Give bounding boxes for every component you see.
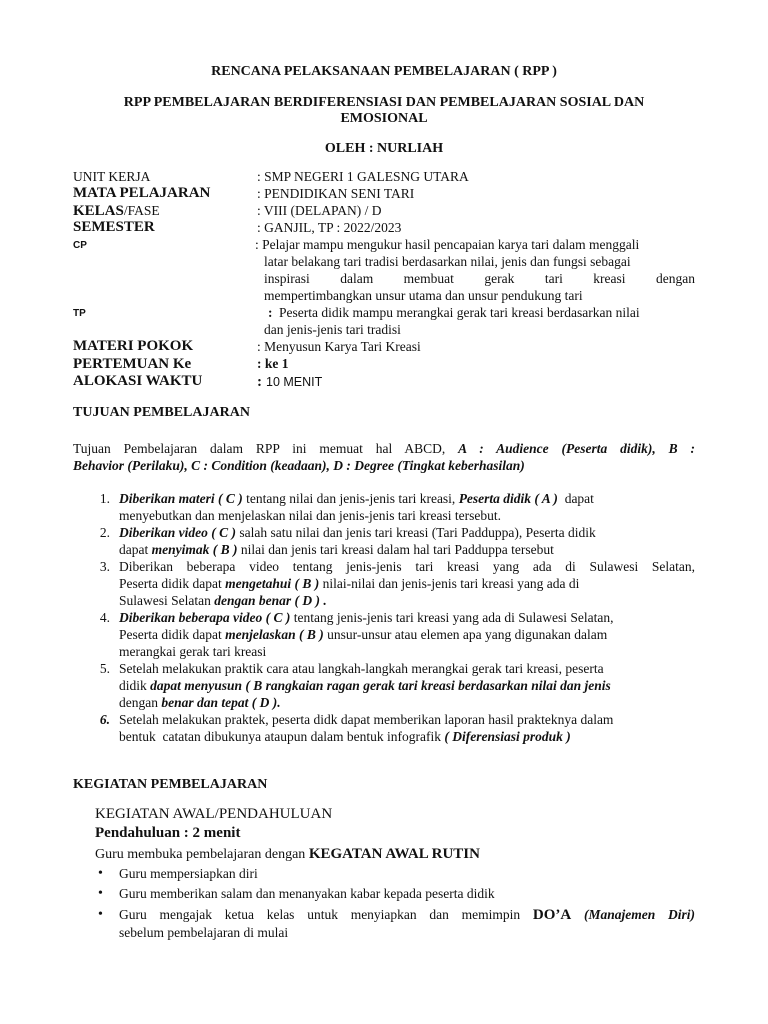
- opening-bold: KEGATAN AWAL RUTIN: [308, 846, 480, 862]
- item5-b: didik: [119, 678, 151, 693]
- item1-d: dapat: [557, 491, 594, 506]
- item3-e: Sulawesi Selatan: [119, 593, 215, 608]
- item2-e: nilai dan jenis tari kreasi dalam hal tari Padduppa tersebut: [237, 542, 554, 557]
- opening-plain: Guru membuka pembelajaran dengan: [95, 847, 309, 862]
- list-item-4-line1: [119, 610, 614, 626]
- bullet-icon: •: [98, 907, 103, 922]
- label-kelas-fase: [73, 202, 160, 220]
- item5-d: dengan: [119, 695, 162, 710]
- item-number: 5.: [99, 661, 110, 676]
- pendahuluan-label: Pendahuluan : 2 menit: [95, 825, 241, 841]
- bullet-item-2: Guru memberikan salam dan menanyakan kabar kepada peserta didik: [119, 886, 495, 901]
- alokasi-colon: :: [257, 374, 262, 390]
- item-number: 2.: [99, 525, 110, 540]
- list-item-3-line1: [119, 559, 695, 575]
- label-alokasi-waktu: ALOKASI WAKTU: [73, 373, 203, 389]
- item5-e: benar dan tepat ( D ).: [161, 695, 281, 710]
- value-alokasi-waktu: [257, 373, 322, 391]
- list-item-5-line3: [119, 695, 281, 711]
- label-materi-pokok: MATERI POKOK: [73, 338, 194, 354]
- tujuan-intro-line1: [73, 441, 695, 457]
- cp-line-3: [264, 271, 695, 287]
- label-mata-pelajaran: MATA PELAJARAN: [73, 185, 211, 201]
- tp-colon: :: [268, 305, 273, 320]
- item4-c: Peserta didik dapat: [119, 627, 226, 642]
- opening-line: [95, 845, 480, 863]
- value-semester: : GANJIL, TP : 2022/2023: [257, 220, 402, 235]
- item4-b: tentang jenis-jenis tari kreasi yang ada di Sulawesi Selatan,: [290, 610, 614, 625]
- item3-f: dengan benar ( D ) .: [214, 593, 327, 608]
- tp-line-2: dan jenis-jenis tari tradisi: [264, 322, 401, 337]
- document-subtitle-line1: RPP PEMBELAJARAN BERDIFERENSIASI DAN PEMBELAJARAN SOSIAL DAN: [123, 95, 645, 110]
- item-number: 6.: [99, 712, 110, 727]
- cp-line-3-text: inspirasi dalam membuat gerak tari kreasi dengan: [264, 271, 695, 286]
- item2-c: dapat: [119, 542, 152, 557]
- list-item-2-line2: [119, 542, 554, 558]
- document-title: RENCANA PELAKSANAAN PEMBELAJARAN ( RPP ): [211, 64, 557, 79]
- item3-d: nilai-nilai dan jenis-jenis tari kreasi yang ada di: [319, 576, 580, 591]
- label-kelas: KELAS: [73, 203, 124, 219]
- document-author: OLEH : NURLIAH: [324, 141, 444, 156]
- tujuan-intro-line2: Behavior (Perilaku), C : Condition (keadaan), D : Degree (Tingkat keberhasilan): [73, 458, 525, 473]
- bullet3-plain: Guru mengajak ketua kelas untuk menyiapkan dan memimpin: [119, 907, 533, 922]
- item6-c: ( Diferensiasi produk ): [444, 729, 571, 744]
- list-item-5-line2: [119, 678, 611, 694]
- heading-kegiatan-awal: KEGIATAN AWAL/PENDAHULUAN: [95, 806, 333, 822]
- item2-a: Diberikan video ( C ): [119, 525, 236, 540]
- item1-a: Diberikan materi ( C ): [119, 491, 243, 506]
- bullet-icon: •: [98, 866, 103, 881]
- item4-e: unsur-unsur atau elemen apa yang digunakan dalam: [323, 627, 608, 642]
- list-item-3-line3: [119, 593, 327, 609]
- tujuan-intro-em1: A : Audience (Peserta didik), B :: [458, 441, 695, 456]
- item5-a: Setelah melakukan praktik cara atau langkah-langkah merangkai gerak tari kreasi, peserta: [119, 661, 604, 676]
- item-number: 4.: [99, 610, 110, 625]
- item3-c: mengetahui ( B ): [225, 576, 320, 591]
- cp-line-2: latar belakang tari tradisi berdasarkan nilai, jenis dan fungsi sebagai: [264, 254, 631, 269]
- label-pertemuan: PERTEMUAN Ke: [73, 356, 192, 372]
- list-item-6-line2: [119, 729, 571, 745]
- label-semester: SEMESTER: [73, 219, 155, 235]
- item1-c: Peserta didik ( A ): [458, 491, 558, 506]
- tujuan-intro-plain: Tujuan Pembelajaran dalam RPP ini memuat hal ABCD,: [73, 441, 459, 456]
- list-item-4-line2: [119, 627, 607, 643]
- item1-e: menyebutkan dan menjelaskan nilai dan jenis-jenis tari kreasi tersebut.: [119, 508, 502, 523]
- value-kelas: : VIII (DELAPAN) / D: [257, 203, 382, 218]
- list-item-1-line1: [119, 491, 594, 507]
- item4-a: Diberikan beberapa video ( C ): [119, 610, 291, 625]
- heading-kegiatan: KEGIATAN PEMBELAJARAN: [73, 777, 268, 792]
- cp-line-4: mempertimbangkan unsur utama dan unsur pendukung tari: [264, 288, 583, 303]
- item5-c: dapat menyusun ( B rangkaian ragan gerak tari kreasi berdasarkan nilai dan jenis: [150, 678, 611, 693]
- item4-d: menjelaskan ( B ): [225, 627, 324, 642]
- bullet-item-3-line1: [119, 907, 695, 924]
- item-number: 1.: [99, 491, 110, 506]
- item2-b: salah satu nilai dan jenis tari kreasi (Tari Padduppa), Peserta didik: [236, 525, 596, 540]
- label-fase: /FASE: [123, 203, 160, 218]
- list-item-3-line2: [119, 576, 579, 592]
- value-materi-pokok: : Menyusun Karya Tari Kreasi: [257, 339, 421, 354]
- item3-b: Peserta didik dapat: [119, 576, 226, 591]
- label-unit-kerja: UNIT KERJA: [73, 169, 151, 184]
- item1-b: tentang nilai dan jenis-jenis tari kreasi,: [242, 491, 459, 506]
- item6-b: bentuk catatan dibukunya ataupun dalam bentuk infografik: [119, 729, 445, 744]
- cp-line-1: : Pelajar mampu mengukur hasil pencapaian karya tari dalam menggali: [255, 237, 640, 252]
- label-tp: TP: [73, 308, 86, 319]
- item3-a: Diberikan beberapa video tentang jenis-jenis tari kreasi yang ada di Sulawesi Selatan,: [119, 559, 695, 574]
- tp-line-1: Peserta didik mampu merangkai gerak tari kreasi berdasarkan nilai: [279, 305, 640, 320]
- item4-f: merangkai gerak tari kreasi: [119, 644, 267, 659]
- bullet-item-1: Guru mempersiapkan diri: [119, 866, 258, 881]
- item6-a: Setelah melakukan praktek, peserta didk dapat memberikan laporan hasil prakteknya dalam: [119, 712, 614, 727]
- document-subtitle-line2: EMOSIONAL: [340, 111, 428, 126]
- bullet-item-3-line2: sebelum pembelajaran di mulai: [119, 925, 289, 940]
- value-unit-kerja: : SMP NEGERI 1 GALESNG UTARA: [257, 169, 469, 184]
- heading-tujuan: TUJUAN PEMBELAJARAN: [73, 405, 250, 420]
- bullet3-bold: DO’A: [532, 907, 572, 923]
- item2-d: menyimak ( B ): [151, 542, 238, 557]
- list-item-2-line1: [119, 525, 596, 541]
- label-cp: CP: [73, 240, 87, 251]
- value-pertemuan: : ke 1: [257, 356, 289, 371]
- alokasi-value: 10 MENIT: [266, 375, 323, 389]
- bullet-icon: •: [98, 886, 103, 901]
- bullet3-em: (Manajemen Diri): [571, 907, 695, 922]
- item-number: 3.: [99, 559, 110, 574]
- value-mata-pelajaran: : PENDIDIKAN SENI TARI: [257, 186, 415, 201]
